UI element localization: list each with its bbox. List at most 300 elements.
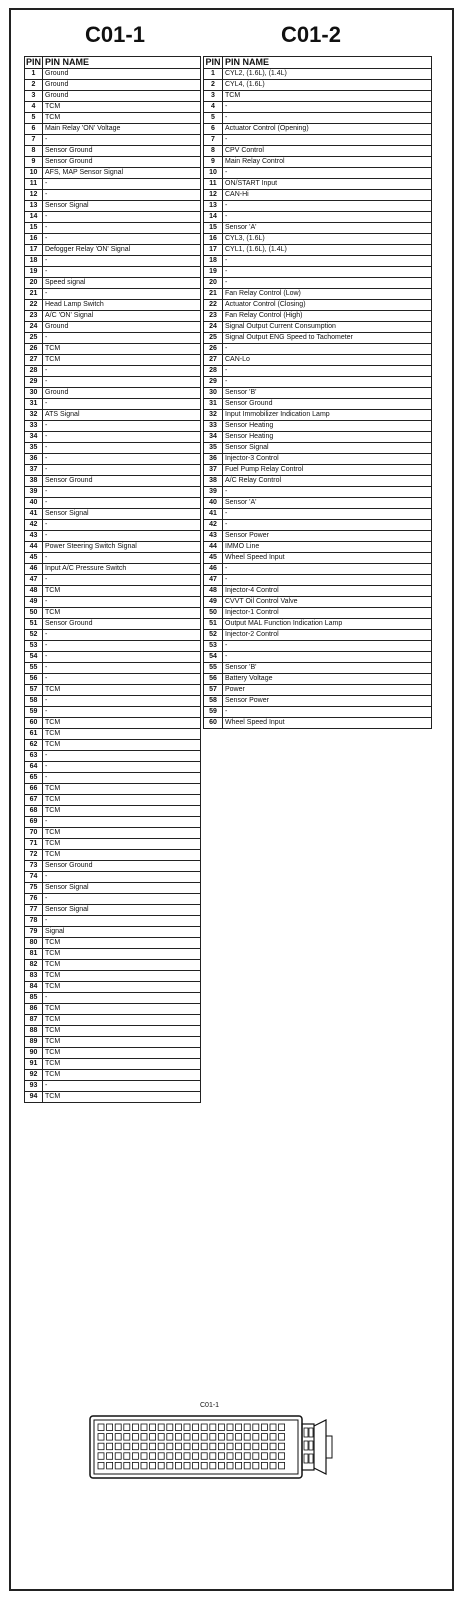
pin-name: ON/START Input — [223, 179, 432, 190]
pin-number: 43 — [204, 531, 223, 542]
pin-number: 34 — [204, 432, 223, 443]
pin-number: 56 — [204, 674, 223, 685]
pin-number: 45 — [25, 553, 43, 564]
connector-pin-cavity — [236, 1443, 242, 1450]
pin-number: 37 — [25, 465, 43, 476]
connector-pin-cavity — [210, 1453, 216, 1460]
pin-number: 6 — [204, 124, 223, 135]
pin-name: Sensor Heating — [223, 421, 432, 432]
pin-number: 1 — [204, 69, 223, 80]
table-row — [25, 344, 201, 355]
connector-pin-cavity — [261, 1462, 267, 1469]
pin-name: - — [223, 366, 432, 377]
pin-name: TCM — [43, 949, 201, 960]
pin-name: - — [43, 212, 201, 223]
table-row — [25, 971, 201, 982]
pin-number: 10 — [25, 168, 43, 179]
table-row — [25, 509, 201, 520]
pin-name: - — [223, 102, 432, 113]
table-row — [204, 421, 432, 432]
table-row — [25, 663, 201, 674]
pin-name: TCM — [43, 806, 201, 817]
pin-number: 34 — [25, 432, 43, 443]
table-row — [25, 993, 201, 1004]
connector-pin-cavity — [167, 1424, 173, 1431]
pin-number: 82 — [25, 960, 43, 971]
pin-name: CYL3, (1.6L) — [223, 234, 432, 245]
table-row — [204, 520, 432, 531]
table-row — [25, 300, 201, 311]
pin-number: 86 — [25, 1004, 43, 1015]
pin-number: 91 — [25, 1059, 43, 1070]
table-row — [25, 938, 201, 949]
pin-name: Input A/C Pressure Switch — [43, 564, 201, 575]
table-row — [204, 355, 432, 366]
connector-pin-cavity — [304, 1441, 308, 1450]
pin-name: Actuator Control (Closing) — [223, 300, 432, 311]
table-row — [25, 443, 201, 454]
table-row — [204, 267, 432, 278]
pin-name: TCM — [43, 740, 201, 751]
pin-name: - — [223, 113, 432, 124]
pin-name: A/C Relay Control — [223, 476, 432, 487]
pin-number: 29 — [204, 377, 223, 388]
connector-pin-cavity — [175, 1462, 181, 1469]
pin-name: Power — [223, 685, 432, 696]
pin-number: 2 — [25, 80, 43, 91]
table-row — [204, 113, 432, 124]
pin-number: 21 — [25, 289, 43, 300]
pin-number: 94 — [25, 1092, 43, 1103]
pin-number: 7 — [204, 135, 223, 146]
table-row — [25, 740, 201, 751]
table-row — [25, 949, 201, 960]
pin-number: 20 — [204, 278, 223, 289]
pin-number: 51 — [25, 619, 43, 630]
pin-number: 18 — [25, 256, 43, 267]
pin-number: 12 — [25, 190, 43, 201]
pin-number: 13 — [204, 201, 223, 212]
table-row — [25, 1026, 201, 1037]
pin-name: Power Steering Switch Signal — [43, 542, 201, 553]
pin-number: 50 — [204, 608, 223, 619]
table-row — [25, 124, 201, 135]
pin-number: 53 — [25, 641, 43, 652]
connector-pin-cavity — [218, 1424, 224, 1431]
table-row — [204, 707, 432, 718]
table-row — [25, 69, 201, 80]
connector-pin-cavity — [150, 1462, 156, 1469]
pin-number: 19 — [204, 267, 223, 278]
table-row — [25, 1015, 201, 1026]
pin-number: 48 — [25, 586, 43, 597]
connector-pin-cavity — [124, 1424, 130, 1431]
connector-pin-cavity — [236, 1434, 242, 1441]
pin-name: Sensor 'B' — [223, 663, 432, 674]
pin-number: 27 — [204, 355, 223, 366]
table-row — [204, 718, 432, 729]
connector-pin-cavity — [270, 1424, 276, 1431]
pin-name: - — [223, 564, 432, 575]
table-row — [204, 146, 432, 157]
table-row — [25, 168, 201, 179]
table-row — [25, 894, 201, 905]
pin-name: Ground — [43, 80, 201, 91]
pin-number: 45 — [204, 553, 223, 564]
pin-number: 62 — [25, 740, 43, 751]
pin-name: - — [223, 487, 432, 498]
table-row — [204, 212, 432, 223]
pin-number: 36 — [25, 454, 43, 465]
table-row — [204, 91, 432, 102]
pin-name: - — [223, 278, 432, 289]
pin-name: TCM — [43, 960, 201, 971]
pin-number: 52 — [204, 630, 223, 641]
pin-number: 16 — [25, 234, 43, 245]
table-row — [25, 1048, 201, 1059]
connector-pin-cavity — [236, 1424, 242, 1431]
pin-table-c01-1 — [24, 56, 201, 1103]
table-row — [25, 531, 201, 542]
table-row — [25, 542, 201, 553]
connector-pin-cavity — [193, 1453, 199, 1460]
pin-name: Sensor Heating — [223, 432, 432, 443]
table-row — [25, 883, 201, 894]
table-row — [25, 135, 201, 146]
connector-pin-cavity — [175, 1434, 181, 1441]
pin-number: 2 — [204, 80, 223, 91]
table-row — [204, 597, 432, 608]
pin-number: 25 — [25, 333, 43, 344]
connector-pin-cavity — [132, 1462, 138, 1469]
pin-name: - — [43, 696, 201, 707]
pin-name: Fuel Pump Relay Control — [223, 465, 432, 476]
table-row — [204, 696, 432, 707]
connector-pin-cavity — [244, 1462, 250, 1469]
connector-pin-cavity — [201, 1462, 207, 1469]
pin-name: - — [43, 190, 201, 201]
pin-name: Main Relay Control — [223, 157, 432, 168]
pin-name: TCM — [43, 938, 201, 949]
pin-number: 32 — [25, 410, 43, 421]
pin-number: 92 — [25, 1070, 43, 1081]
pin-name: TCM — [43, 608, 201, 619]
pin-name: - — [43, 223, 201, 234]
pin-number: 61 — [25, 729, 43, 740]
pin-number: 31 — [204, 399, 223, 410]
pin-number: 68 — [25, 806, 43, 817]
pin-number: 39 — [25, 487, 43, 498]
table-row — [25, 1081, 201, 1092]
connector-pin-cavity — [253, 1453, 259, 1460]
table-row — [25, 465, 201, 476]
table-row — [204, 190, 432, 201]
pin-name: - — [43, 872, 201, 883]
pin-name: TCM — [43, 729, 201, 740]
pin-name: - — [43, 1081, 201, 1092]
table-row — [204, 135, 432, 146]
pin-name: Ground — [43, 322, 201, 333]
pin-name: TCM — [43, 1092, 201, 1103]
connector-pin-cavity — [158, 1462, 164, 1469]
table-row — [25, 685, 201, 696]
pin-number: 4 — [204, 102, 223, 113]
table-row — [204, 619, 432, 630]
table-row — [204, 201, 432, 212]
pin-number: 21 — [204, 289, 223, 300]
pin-number: 76 — [25, 894, 43, 905]
pin-name: IMMO Line — [223, 542, 432, 553]
table-row — [204, 377, 432, 388]
table-row — [25, 850, 201, 861]
table-row — [204, 311, 432, 322]
connector-pin-cavity — [244, 1443, 250, 1450]
table-row — [25, 960, 201, 971]
pin-number: 9 — [204, 157, 223, 168]
pin-number: 41 — [204, 509, 223, 520]
table-row — [204, 652, 432, 663]
table-row — [25, 696, 201, 707]
table-row — [25, 718, 201, 729]
connector-pin-cavity — [98, 1434, 104, 1441]
connector-pin-cavity — [107, 1443, 113, 1450]
pin-number: 46 — [25, 564, 43, 575]
table-row — [204, 223, 432, 234]
pin-number: 24 — [25, 322, 43, 333]
pin-name: - — [43, 773, 201, 784]
pin-number: 14 — [204, 212, 223, 223]
connector-pin-cavity — [158, 1424, 164, 1431]
table-row — [204, 564, 432, 575]
table-row — [204, 410, 432, 421]
table-row — [25, 553, 201, 564]
table-row — [25, 289, 201, 300]
pin-number: 78 — [25, 916, 43, 927]
pin-number: 69 — [25, 817, 43, 828]
table-row — [25, 762, 201, 773]
pin-name: Signal Output Current Consumption — [223, 322, 432, 333]
pin-number: 13 — [25, 201, 43, 212]
pin-number: 22 — [25, 300, 43, 311]
pin-number: 37 — [204, 465, 223, 476]
pin-name: Sensor Ground — [43, 619, 201, 630]
pin-number: 42 — [204, 520, 223, 531]
connector-pin-cavity — [244, 1453, 250, 1460]
pin-name: - — [43, 674, 201, 685]
pin-name: Sensor 'A' — [223, 223, 432, 234]
table-row — [25, 91, 201, 102]
connector-pin-cavity — [193, 1434, 199, 1441]
pin-name: - — [43, 707, 201, 718]
connector-pin-cavity — [270, 1462, 276, 1469]
pin-column-header: PIN — [205, 57, 221, 67]
table-row — [25, 641, 201, 652]
table-row — [25, 564, 201, 575]
pin-name: TCM — [43, 102, 201, 113]
pin-number: 30 — [25, 388, 43, 399]
connector-pin-cavity — [309, 1454, 313, 1463]
connector-pin-cavity — [227, 1424, 233, 1431]
connector-pin-cavity — [167, 1453, 173, 1460]
pin-number: 33 — [25, 421, 43, 432]
pin-name: Fan Relay Control (Low) — [223, 289, 432, 300]
connector-pin-cavity — [236, 1453, 242, 1460]
connector-face-diagram — [80, 1412, 340, 1482]
pin-name: - — [223, 212, 432, 223]
pin-name-column-header: PIN NAME — [43, 57, 201, 69]
table-row — [204, 487, 432, 498]
connector-pin-cavity — [132, 1434, 138, 1441]
table-row — [25, 608, 201, 619]
connector-pin-cavity — [158, 1434, 164, 1441]
pin-number: 4 — [25, 102, 43, 113]
pin-number: 15 — [204, 223, 223, 234]
table-row — [25, 1070, 201, 1081]
table-row — [25, 828, 201, 839]
connector-pin-cavity — [218, 1443, 224, 1450]
pin-name: TCM — [43, 1015, 201, 1026]
table-row — [25, 806, 201, 817]
pin-number: 17 — [204, 245, 223, 256]
table-row — [204, 344, 432, 355]
pin-number: 26 — [204, 344, 223, 355]
pin-name: TCM — [43, 850, 201, 861]
pin-name: Ground — [43, 69, 201, 80]
connector-pin-cavity — [210, 1443, 216, 1450]
table-row — [25, 256, 201, 267]
pin-number: 84 — [25, 982, 43, 993]
pin-name: Sensor Power — [223, 696, 432, 707]
pin-name: - — [43, 443, 201, 454]
connector-pin-cavity — [244, 1424, 250, 1431]
pin-number: 80 — [25, 938, 43, 949]
pin-number: 5 — [25, 113, 43, 124]
connector-pin-cavity — [184, 1434, 190, 1441]
pin-name: Injector-3 Control — [223, 454, 432, 465]
pin-number: 70 — [25, 828, 43, 839]
pin-name: - — [43, 377, 201, 388]
table-row — [25, 333, 201, 344]
pin-name: - — [43, 234, 201, 245]
pin-number: 39 — [204, 487, 223, 498]
table-row — [25, 234, 201, 245]
pin-number: 26 — [25, 344, 43, 355]
pin-number: 28 — [204, 366, 223, 377]
connector-pin-cavity — [184, 1453, 190, 1460]
pin-number: 63 — [25, 751, 43, 762]
pin-name: CYL4, (1.6L) — [223, 80, 432, 91]
pin-number: 57 — [25, 685, 43, 696]
connector-pin-cavity — [279, 1443, 285, 1450]
connector-pin-cavity — [227, 1453, 233, 1460]
pin-number: 49 — [204, 597, 223, 608]
pin-number: 8 — [204, 146, 223, 157]
pin-name: - — [43, 575, 201, 586]
connector-pin-cavity — [98, 1443, 104, 1450]
connector-pin-cavity — [227, 1462, 233, 1469]
pin-number: 60 — [25, 718, 43, 729]
table-row — [25, 80, 201, 91]
table-row — [204, 322, 432, 333]
table-row — [25, 487, 201, 498]
pin-number: 28 — [25, 366, 43, 377]
pin-number: 42 — [25, 520, 43, 531]
connector-pin-cavity — [124, 1453, 130, 1460]
pin-number: 40 — [204, 498, 223, 509]
table-row — [25, 190, 201, 201]
connector-pin-cavity — [107, 1453, 113, 1460]
table-row — [204, 366, 432, 377]
pin-number: 79 — [25, 927, 43, 938]
connector-pin-cavity — [193, 1443, 199, 1450]
pin-number: 31 — [25, 399, 43, 410]
connector-pin-cavity — [115, 1424, 121, 1431]
connector-pin-cavity — [158, 1453, 164, 1460]
connector-pin-cavity — [184, 1424, 190, 1431]
connector-pin-cavity — [218, 1462, 224, 1469]
pin-name: Main Relay 'ON' Voltage — [43, 124, 201, 135]
table-row — [25, 322, 201, 333]
connector-pin-cavity — [150, 1453, 156, 1460]
pin-name: - — [43, 652, 201, 663]
table-row — [25, 927, 201, 938]
pin-name: - — [223, 520, 432, 531]
pin-name: - — [43, 520, 201, 531]
table-header-row — [204, 57, 432, 69]
pin-name: TCM — [43, 1070, 201, 1081]
table-row — [25, 179, 201, 190]
table-row — [204, 586, 432, 597]
connector-pin-cavity — [279, 1434, 285, 1441]
pin-name: TCM — [43, 982, 201, 993]
table-row — [204, 399, 432, 410]
pin-number: 38 — [25, 476, 43, 487]
table-row — [25, 1092, 201, 1103]
pin-name: Sensor Ground — [43, 476, 201, 487]
pin-name: Sensor 'A' — [223, 498, 432, 509]
connector-pin-cavity — [124, 1434, 130, 1441]
pin-name: Actuator Control (Opening) — [223, 124, 432, 135]
pin-name: Injector-1 Control — [223, 608, 432, 619]
pin-name: - — [223, 256, 432, 267]
connector-pin-cavity — [107, 1424, 113, 1431]
table-row — [204, 685, 432, 696]
table-row — [25, 388, 201, 399]
connector-pin-cavity — [158, 1443, 164, 1450]
pin-column-header: PIN — [25, 57, 41, 67]
table-row — [204, 333, 432, 344]
connector-pin-cavity — [270, 1434, 276, 1441]
table-row — [204, 157, 432, 168]
pin-name: TCM — [43, 1004, 201, 1015]
pin-name: - — [43, 256, 201, 267]
connector-pin-cavity — [150, 1424, 156, 1431]
pin-name: - — [43, 597, 201, 608]
pin-number: 55 — [204, 663, 223, 674]
connector-pin-cavity — [261, 1443, 267, 1450]
pin-name: Input Immobilizer Indication Lamp — [223, 410, 432, 421]
connector-pin-cavity — [175, 1424, 181, 1431]
table-row — [25, 751, 201, 762]
connector-pin-cavity — [279, 1462, 285, 1469]
connector-pin-cavity — [115, 1443, 121, 1450]
pin-number: 59 — [204, 707, 223, 718]
pin-name: A/C 'ON' Signal — [43, 311, 201, 322]
pin-number: 35 — [25, 443, 43, 454]
pin-name: Injector-4 Control — [223, 586, 432, 597]
pin-number: 11 — [204, 179, 223, 190]
table-row — [204, 663, 432, 674]
